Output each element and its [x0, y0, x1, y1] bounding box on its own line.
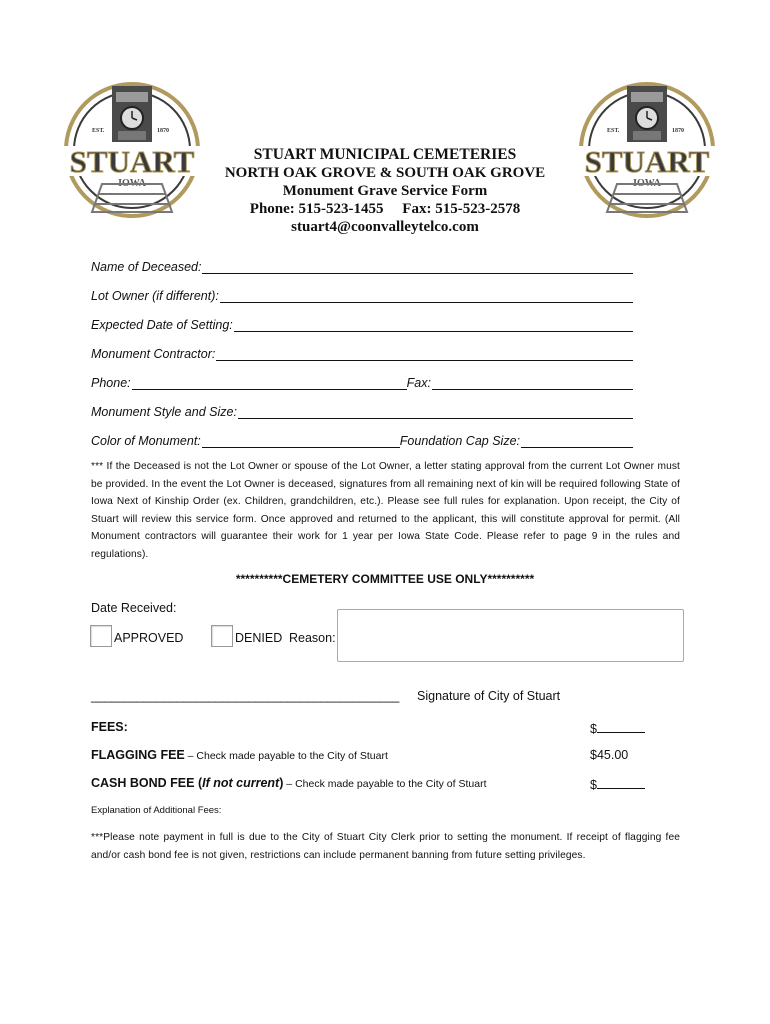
cash-bond-desc: – Check made payable to the City of Stuart	[283, 778, 487, 790]
foundation-line[interactable]	[521, 434, 633, 448]
svg-text:STUART: STUART	[69, 144, 195, 179]
header-contact	[200, 200, 570, 218]
approved-checkbox[interactable]	[90, 625, 112, 647]
flagging-fee-desc: – Check made payable to the City of Stuart	[184, 750, 388, 762]
fees-blank[interactable]	[597, 720, 645, 733]
date-setting-field[interactable]	[91, 314, 633, 332]
fax-label: Fax:	[406, 376, 431, 390]
fees-label: FEES:	[91, 720, 128, 734]
date-received-label: Date Received:	[91, 601, 177, 615]
cash-bond-row	[91, 776, 646, 790]
stuart-seal-logo-left	[62, 80, 202, 220]
color-label: Color of Monument:	[91, 434, 201, 448]
fees-dollar: $	[590, 722, 597, 736]
contractor-field[interactable]	[91, 343, 633, 361]
contractor-line[interactable]	[216, 347, 633, 361]
svg-text:EST.: EST.	[607, 128, 620, 134]
deceased-label: Name of Deceased:	[91, 260, 202, 274]
svg-text:1870: 1870	[157, 128, 169, 134]
payment-note: ***Please note payment in full is due to the City of Stuart City Clerk prior to setting the monument. If receipt of flagging fee and/or cash bond fee is not given, restrictions can include permanent banning from future setting privileges.	[91, 832, 680, 861]
cash-bond-label-close: )	[279, 776, 284, 790]
lot-owner-line[interactable]	[220, 289, 633, 303]
cash-bond-blank[interactable]	[597, 776, 645, 789]
fax-line[interactable]	[432, 376, 633, 390]
reason-label: Reason:	[289, 631, 336, 645]
stuart-seal-icon	[62, 80, 202, 220]
style-size-line[interactable]	[238, 405, 633, 419]
signature-label: Signature of City of Stuart	[417, 689, 561, 703]
signature-line[interactable]: _______________________________________________	[91, 689, 399, 703]
lot-owner-label: Lot Owner (if different):	[91, 289, 219, 303]
phone-label: Phone:	[91, 376, 131, 390]
svg-text:STUART: STUART	[584, 144, 710, 179]
deceased-line[interactable]	[202, 260, 633, 274]
header-cemeteries: NORTH OAK GROVE & SOUTH OAK GROVE	[224, 165, 546, 181]
flagging-fee-label: FLAGGING FEE	[91, 748, 185, 762]
header-phone: Phone: 515-523-1455	[249, 201, 384, 217]
approved-label: APPROVED	[114, 631, 184, 645]
deceased-field[interactable]	[91, 256, 633, 274]
svg-text:IOWA: IOWA	[118, 178, 146, 189]
date-setting-line[interactable]	[234, 318, 633, 332]
cash-bond-value[interactable]	[590, 776, 645, 792]
color-line[interactable]	[202, 434, 400, 448]
svg-text:1870: 1870	[672, 128, 684, 134]
cash-bond-dollar: $	[590, 778, 597, 792]
svg-text:EST.: EST.	[92, 128, 105, 134]
cash-bond-label-open: CASH BOND FEE (	[91, 776, 203, 790]
reason-textbox[interactable]	[337, 609, 684, 662]
header-fax: Fax: 515-523-2578	[402, 201, 521, 217]
explanation-label: Explanation of Additional Fees:	[91, 805, 222, 816]
fees-value[interactable]	[590, 720, 645, 736]
foundation-label: Foundation Cap Size:	[399, 434, 520, 448]
committee-title: **********CEMETERY COMMITTEE USE ONLY**********	[235, 572, 535, 586]
header-email: stuart4@coonvalleytelco.com	[291, 219, 479, 235]
denied-label: DENIED	[235, 631, 283, 645]
color-foundation-field[interactable]	[91, 430, 633, 448]
lot-owner-note: *** If the Deceased is not the Lot Owner or spouse of the Lot Owner, a letter stating approval from the current Lot Owner must be provided. In the event the Lot Owner is deceased, signatures from all remaining next of kin will be required following State of Iowa Next of Kinship Order (ex. Children, grandchildren, etc.). Please see full rules for explanation. Upon receipt, the City of Stuart will review this service form. Once approved and returned to the applicant, this will constitute approval for permit. (All Monument contractors will guarantee their work for 1 year per Iowa State Code. Please refer to page 9 in the rules and regulations).	[91, 461, 680, 560]
cash-bond-italic: If not current	[202, 776, 280, 790]
stuart-seal-logo-right	[577, 80, 717, 220]
cash-bond-label	[91, 776, 283, 790]
form-header	[200, 146, 570, 236]
denied-checkbox[interactable]	[211, 625, 233, 647]
header-form-name: Monument Grave Service Form	[282, 183, 488, 199]
date-setting-label: Expected Date of Setting:	[91, 318, 233, 332]
flagging-fee-value: $45.00	[590, 748, 629, 762]
svg-text:IOWA: IOWA	[633, 178, 661, 189]
stuart-seal-icon	[577, 80, 717, 220]
flagging-fee-row	[91, 748, 646, 762]
header-title: STUART MUNICIPAL CEMETERIES	[253, 146, 517, 163]
contractor-label: Monument Contractor:	[91, 347, 216, 361]
phone-line[interactable]	[132, 376, 407, 390]
phone-fax-field[interactable]	[91, 372, 633, 390]
style-size-field[interactable]	[91, 401, 633, 419]
style-size-label: Monument Style and Size:	[91, 405, 237, 419]
lot-owner-field[interactable]	[91, 285, 633, 303]
